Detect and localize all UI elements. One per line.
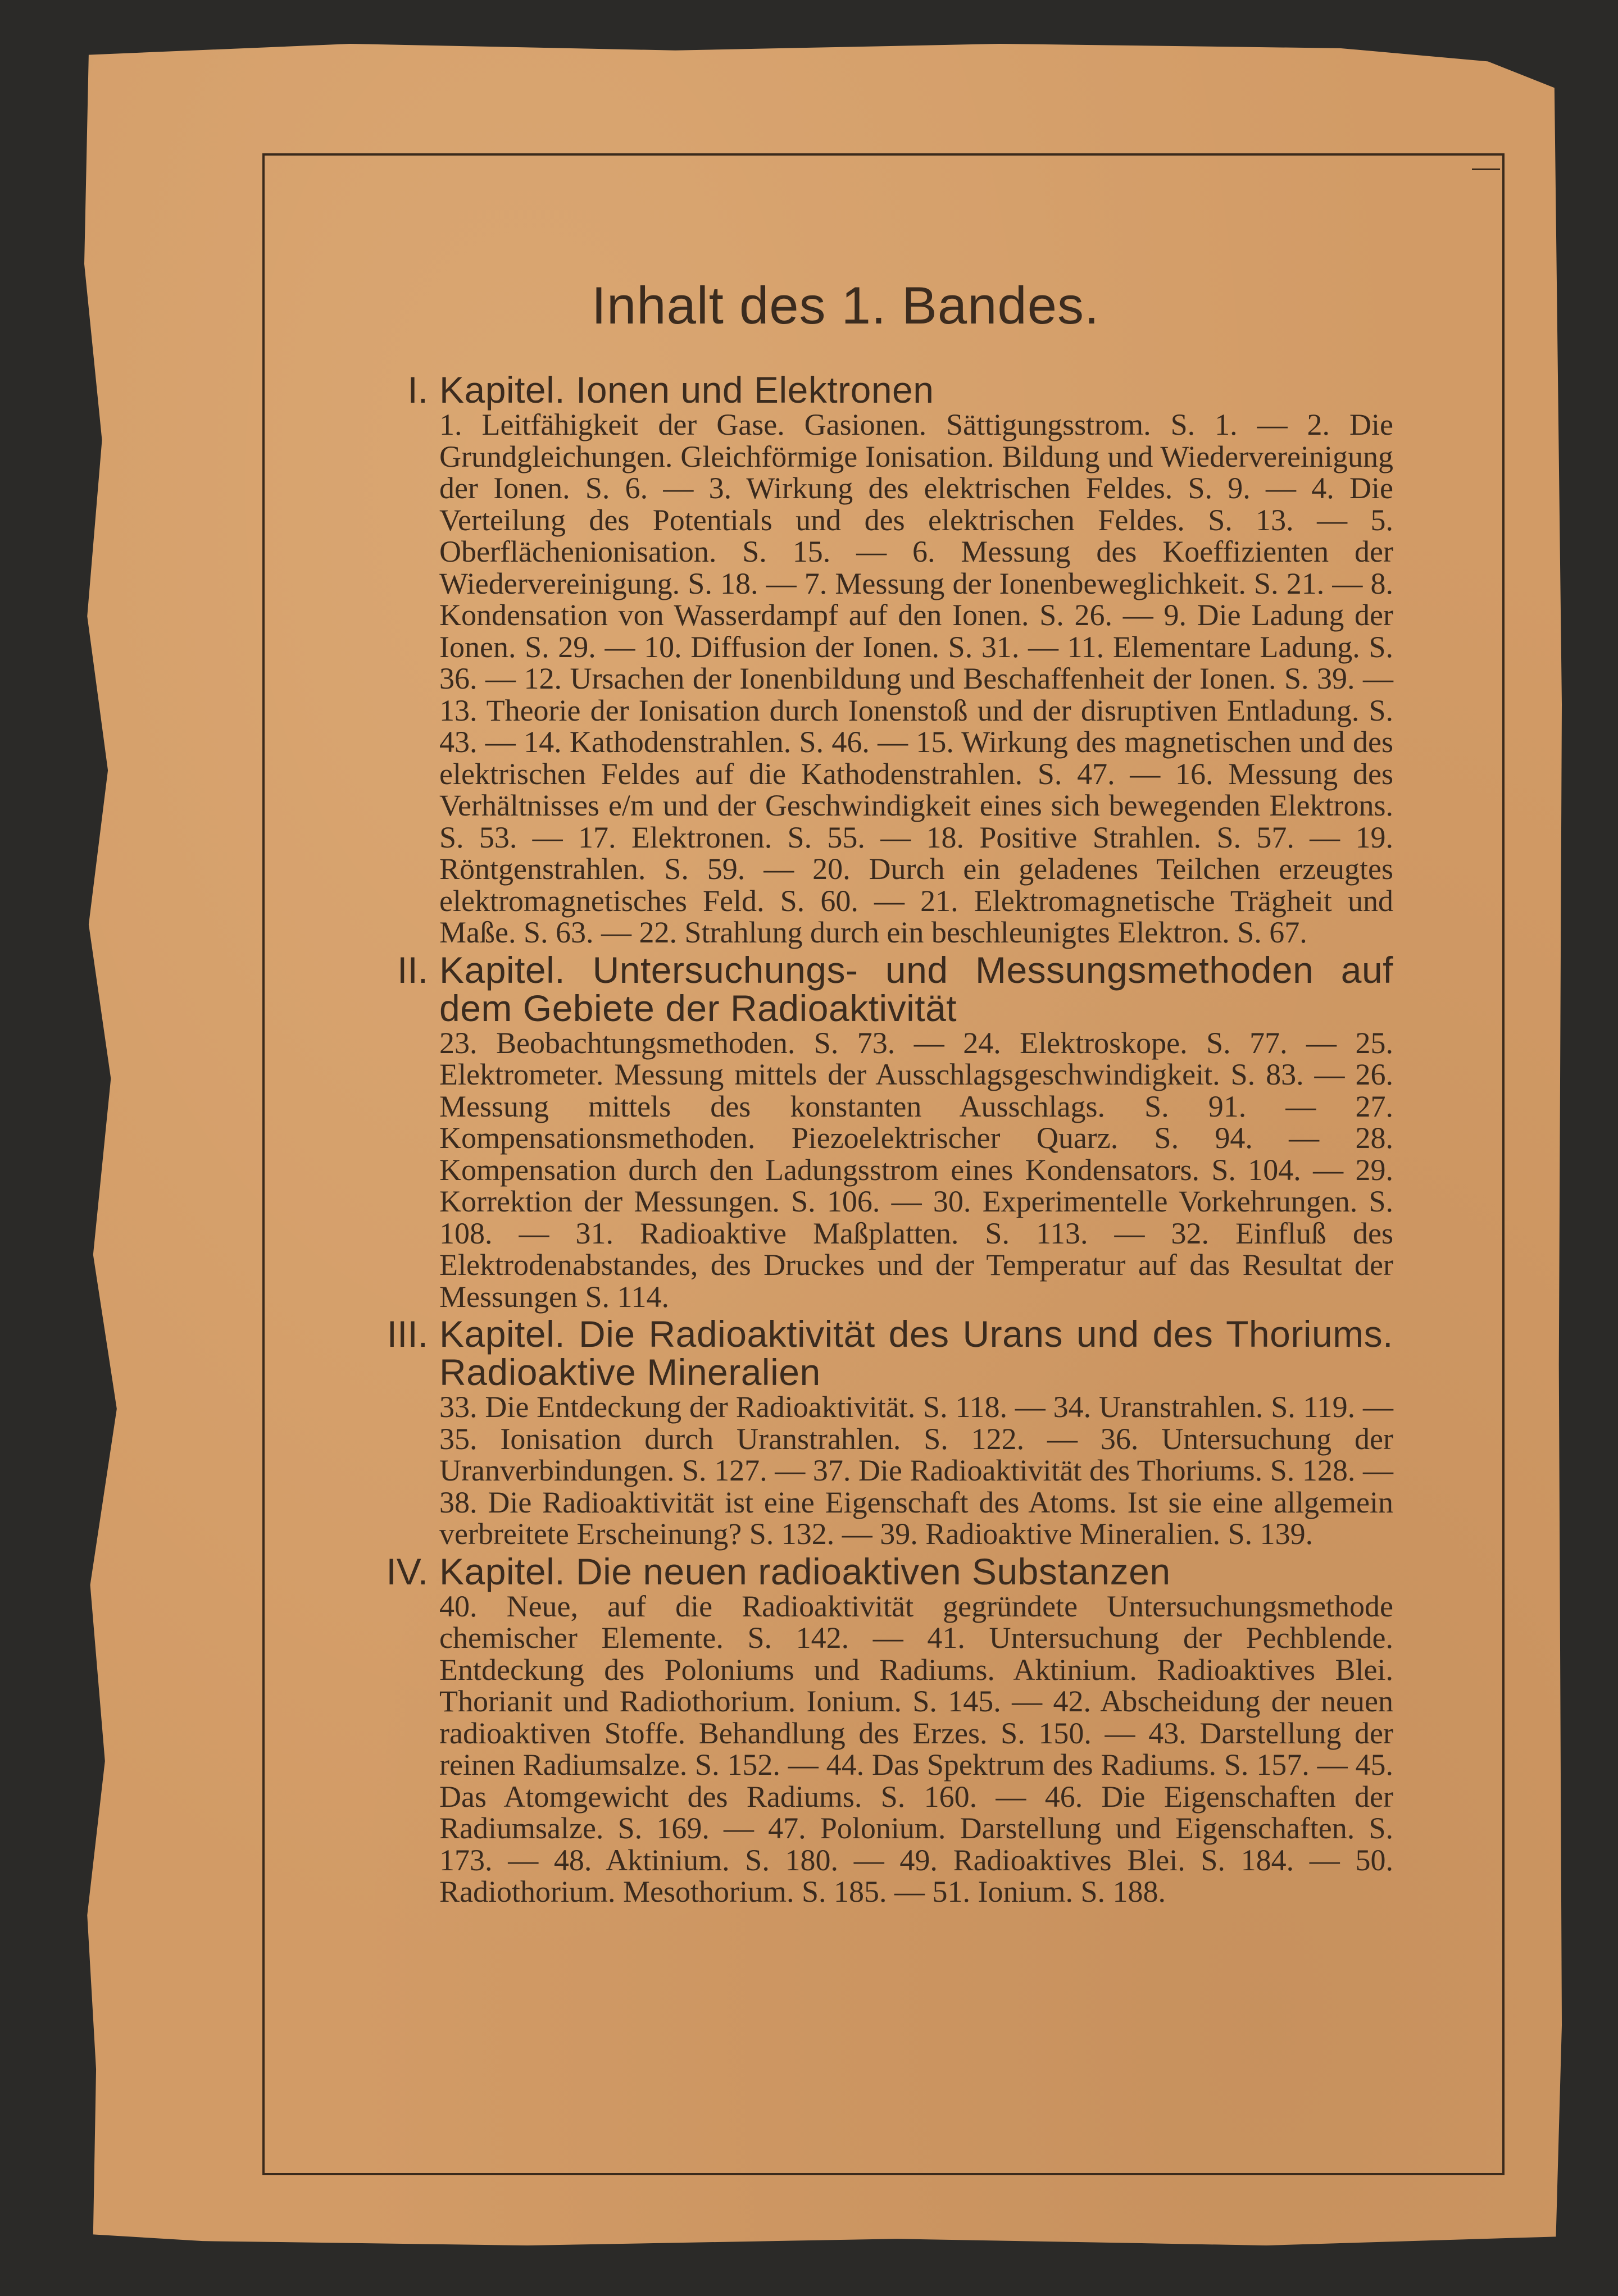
chapter-number: III. [387, 1313, 428, 1355]
chapter-heading [337, 1552, 1393, 1591]
chapter-4 [337, 1552, 1393, 1908]
chapter-heading [337, 371, 1393, 409]
chapter-number: IV. [386, 1550, 428, 1592]
chapter-heading [337, 951, 1393, 1027]
chapter-contents: 23. Beobachtungsmethoden. S. 73. — 24. Elektroskope. S. 77. — 25. Elektrometer. Messung mittels der Ausschlagsgeschwindigkeit. S. 83. — 26. Messung mittels des konstanten Ausschlags. S. 91. — 27. Kompensationsmethoden. Piezoelektrischer Quarz. S. 94. — 28. Kompensation durch den Ladungsstrom eines Kondensators. S. 104. — 29. Korrektion der Messungen. S. 106. — 30. Experimentelle Vorkehrungen. S. 108. — 31. Radioaktive Maßplatten. S. 113. — 32. Einfluß des Elektrodenabstandes, des Druckes und der Temperatur auf das Resultat der Messungen S. 114. [439, 1026, 1393, 1314]
chapter-title: Kapitel. Die neuen radioaktiven Substanzen [439, 1550, 1171, 1592]
chapter-3 [337, 1315, 1393, 1550]
chapter-title: Kapitel. Untersuchungs- und Messungsmethoden auf dem Gebiete der Radioaktivität [439, 949, 1393, 1029]
chapter-1 [337, 371, 1393, 949]
chapter-contents: 40. Neue, auf die Radioaktivität gegründete Untersuchungsmethode chemischer Elemente. S. 142. — 41. Untersuchung der Pechblende. Entdeckung des Poloniums und Radiums. Aktinium. Radioaktives Blei. Thorianit und Radiothorium. Ionium. S. 145. — 42. Abscheidung der neuen radioaktiven Stoffe. Behandlung des Erzes. S. 150. — 43. Darstellung der reinen Radiumsalze. S. 152. — 44. Das Spektrum des Radiums. S. 157. — 45. Das Atomgewicht des Radiums. S. 160. — 46. Die Eigenschaften der Radiumsalze. S. 169. — 47. Polonium. Darstellung und Eigenschaften. S. 173. — 48. Aktinium. S. 180. — 49. Radioaktives Blei. S. 184. — 50. Radiothorium. Mesothorium. S. 185. — 51. Ionium. S. 188. [439, 1589, 1393, 1908]
chapter-contents: 1. Leitfähigkeit der Gase. Gasionen. Sättigungsstrom. S. 1. — 2. Die Grundgleichungen. Gleichförmige Ionisation. Bildung und Wiedervereinigung der Ionen. S. 6. — 3. Wirkung des elektrischen Feldes. S. 9. — 4. Die Verteilung des Potentials und des elektrischen Feldes. S. 13. — 5. Oberflächenionisation. S. 15. — 6. Messung des Koeffizienten der Wiedervereinigung. S. 18. — 7. Messung der Ionenbeweglichkeit. S. 21. — 8. Kondensation von Wasserdampf auf den Ionen. S. 26. — 9. Die Ladung der Ionen. S. 29. — 10. Diffusion der Ionen. S. 31. — 11. Elementare Ladung. S. 36. — 12. Ursachen der Ionenbildung und Beschaffenheit der Ionen. S. 39. — 13. Theorie der Ionisation durch Ionenstoß und der disruptiven Entladung. S. 43. — 14. Kathodenstrahlen. S. 46. — 15. Wirkung des magnetischen und des elektrischen Feldes auf die Kathodenstrahlen. S. 47. — 16. Messung des Verhältnisses e/m und der Geschwindigkeit eines sich bewegenden Elektrons. S. 53. — 17. Elektronen. S. 55. — 18. Positive Strahlen. S. 57. — 19. Röntgenstrahlen. S. 59. — 20. Durch ein geladenes Teilchen erzeugtes elektromagnetisches Feld. S. 60. — 21. Elektromagnetische Trägheit und Maße. S. 63. — 22. Strahlung durch ein beschleunigtes Elektron. S. 67. [439, 408, 1393, 949]
chapter-number: I. [407, 369, 428, 411]
table-of-contents [337, 371, 1393, 1910]
chapter-contents: 33. Die Entdeckung der Radioaktivität. S. 118. — 34. Uranstrahlen. S. 119. — 35. Ionisation durch Uranstrahlen. S. 122. — 36. Untersuchung der Uranverbindungen. S. 127. — 37. Die Radioaktivität des Thoriums. S. 128. — 38. Die Radioaktivität ist eine Eigenschaft des Atoms. Ist sie eine allgemein verbreitete Erscheinung? S. 132. — 39. Radioaktive Mineralien. S. 139. [439, 1390, 1393, 1551]
chapter-title: Kapitel. Die Radioaktivität des Urans und des Thoriums. Radioaktive Mineralien [439, 1313, 1393, 1393]
chapter-title: Kapitel. Ionen und Elektronen [439, 369, 934, 411]
frame-corner-line [1472, 168, 1500, 170]
chapter-number: II. [397, 949, 428, 991]
toc-title: Inhalt des 1. Bandes. [591, 276, 1100, 335]
chapter-heading [337, 1315, 1393, 1391]
chapter-2 [337, 951, 1393, 1313]
